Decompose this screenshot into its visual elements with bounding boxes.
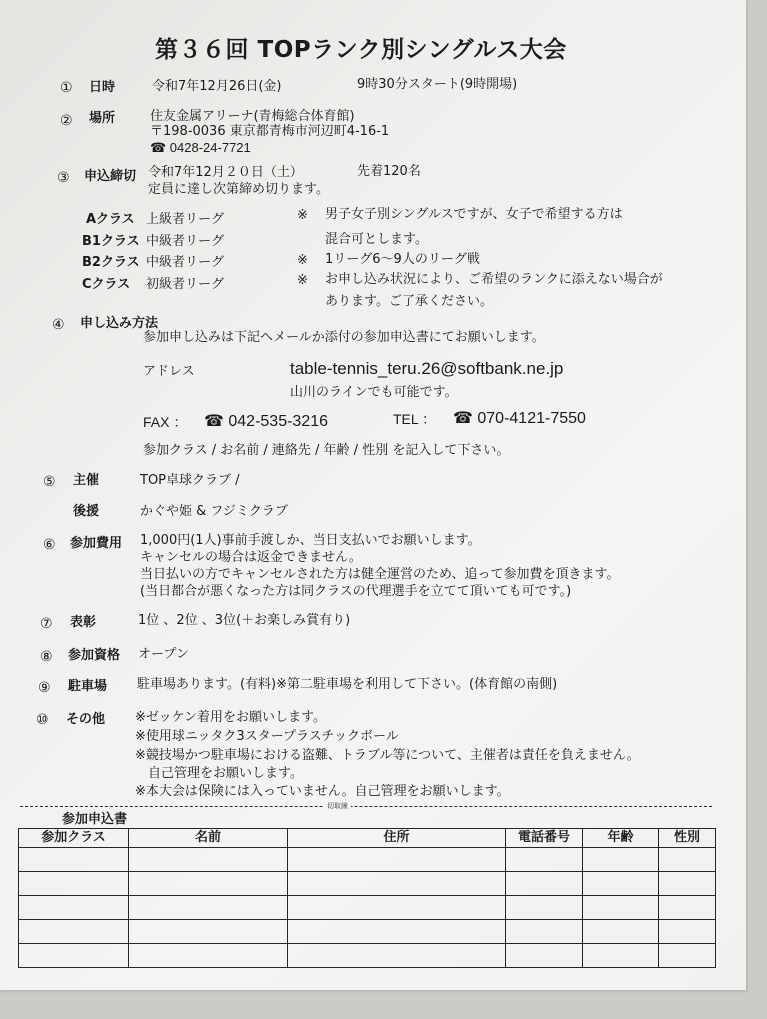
awards-label: 表彰 bbox=[70, 615, 97, 630]
section-number-other: ⑩ bbox=[36, 712, 49, 728]
table-cell bbox=[659, 896, 716, 920]
venue-name: 住友金属アリーナ(青梅総合体育館) bbox=[150, 109, 355, 124]
note-mark: ※ bbox=[297, 273, 308, 288]
section-number-date: ① bbox=[60, 80, 73, 96]
fee-line: キャンセルの場合は返金できません。 bbox=[140, 550, 362, 565]
fax-number: ☎ 042-535-3216 bbox=[204, 413, 329, 430]
fee-line: 1,000円(1人)事前手渡しか、当日支払いでお願いします。 bbox=[140, 533, 481, 548]
table-cell bbox=[288, 944, 506, 968]
table-row bbox=[19, 944, 716, 968]
fee-label: 参加費用 bbox=[70, 536, 123, 551]
date-label: 日時 bbox=[89, 80, 116, 95]
organizer-label: 主催 bbox=[73, 473, 100, 488]
class-note-line: 混合可とします。 bbox=[325, 232, 428, 247]
column-header-address: 住所 bbox=[288, 829, 506, 848]
class-name: Cクラス bbox=[82, 277, 131, 292]
section-number-deadline: ③ bbox=[57, 170, 70, 186]
table-cell bbox=[129, 872, 288, 896]
fax-label: FAX ： bbox=[143, 414, 188, 430]
table-row bbox=[19, 920, 716, 944]
eligibility-label: 参加資格 bbox=[68, 648, 121, 663]
table-cell bbox=[506, 944, 583, 968]
section-number-fee: ⑥ bbox=[43, 537, 56, 553]
fee-line: (当日都合が悪くなった方は同クラスの代理選手を立てて頂いても可です。) bbox=[140, 584, 572, 599]
class-note-line: お申し込み状況により、ご希望のランクに添えない場合が bbox=[325, 272, 663, 287]
parking-label: 駐車場 bbox=[68, 679, 108, 694]
eligibility-value: オープン bbox=[138, 647, 189, 662]
table-cell bbox=[659, 848, 716, 872]
table-row bbox=[19, 848, 716, 872]
class-name: B2クラス bbox=[82, 255, 140, 270]
class-note-line: 1リーグ6～9人のリーグ戦 bbox=[325, 252, 480, 267]
table-cell bbox=[129, 920, 288, 944]
class-name: B1クラス bbox=[82, 234, 140, 249]
section-number-venue: ② bbox=[60, 113, 73, 129]
fee-line: 当日払いの方でキャンセルされた方は健全運営のため、追って参加費を頂きます。 bbox=[140, 567, 620, 582]
table-cell bbox=[19, 920, 129, 944]
table-cell bbox=[583, 872, 659, 896]
table-cell bbox=[19, 896, 129, 920]
venue-address: 〒198-0036 東京都青梅市河辺町4-16-1 bbox=[150, 124, 390, 139]
table-cell bbox=[506, 920, 583, 944]
table-row bbox=[19, 896, 716, 920]
table-cell bbox=[19, 872, 129, 896]
column-header-age: 年齢 bbox=[583, 829, 659, 848]
other-line: ※競技場かつ駐車場における盗難、トラブル等について、主催者は責任を負えません。 bbox=[135, 748, 640, 763]
other-label: その他 bbox=[66, 712, 106, 727]
column-header-phone: 電話番号 bbox=[506, 829, 583, 848]
class-league: 中級者リーグ bbox=[146, 255, 225, 270]
table-cell bbox=[659, 872, 716, 896]
class-league: 上級者リーグ bbox=[146, 212, 225, 227]
date-value: 令和7年12月26日(金) bbox=[152, 79, 282, 94]
line-note: 山川のラインでも可能です。 bbox=[290, 385, 458, 400]
section-number-organizer: ⑤ bbox=[43, 474, 56, 490]
other-line: ※本大会は保険には入っていません。自己管理をお願いします。 bbox=[135, 784, 510, 799]
venue-phone: ☎ 0428-24-7721 bbox=[150, 140, 251, 155]
table-cell bbox=[583, 920, 659, 944]
class-note-line: あります。ご了承ください。 bbox=[325, 294, 493, 309]
tel-number: ☎ 070-4121-7550 bbox=[453, 410, 586, 427]
venue-label: 場所 bbox=[89, 111, 116, 126]
deadline-label: 申込締切 bbox=[84, 169, 137, 184]
application-instructions: 参加クラス / お名前 / 連絡先 / 年齢 / 性別 を記入して下さい。 bbox=[143, 443, 510, 458]
capacity: 先着120名 bbox=[357, 164, 421, 179]
cut-line-label: 切取線 bbox=[324, 802, 351, 811]
table-cell bbox=[506, 848, 583, 872]
application-intro: 参加申し込みは下記へメールか添付の参加申込書にてお願いします。 bbox=[143, 330, 545, 345]
table-cell bbox=[288, 920, 506, 944]
other-line: 自己管理をお願いします。 bbox=[148, 766, 303, 781]
table-cell bbox=[583, 944, 659, 968]
table-cell bbox=[659, 944, 716, 968]
other-line: ※使用球ニッタク3スタープラスチックボール bbox=[135, 729, 399, 744]
column-header-gender: 性別 bbox=[659, 829, 716, 848]
table-cell bbox=[19, 848, 129, 872]
page-title: 第３６回 TOPランク別シングルス大会 bbox=[155, 37, 567, 63]
table-header-row bbox=[19, 829, 716, 848]
class-name: Aクラス bbox=[86, 212, 135, 227]
application-label: 申し込み方法 bbox=[80, 316, 159, 331]
table-cell bbox=[129, 944, 288, 968]
awards-value: 1位 、2位 、3位(＋お楽しみ賞有り) bbox=[138, 613, 351, 628]
sponsor-value: かぐや姫 & フジミクラブ bbox=[140, 504, 288, 519]
start-time: 9時30分スタート(9時開場) bbox=[357, 77, 518, 92]
column-header-name: 名前 bbox=[129, 829, 288, 848]
class-league: 中級者リーグ bbox=[146, 234, 225, 249]
table-cell bbox=[583, 848, 659, 872]
cut-line bbox=[20, 806, 712, 807]
table-cell bbox=[288, 896, 506, 920]
other-line: ※ゼッケン着用をお願いします。 bbox=[135, 710, 326, 725]
deadline-value: 令和7年12月２０日（土） bbox=[148, 165, 303, 180]
class-note-line: 男子女子別シングルスですが、女子で希望する方は bbox=[325, 207, 623, 222]
section-number-parking: ⑨ bbox=[38, 680, 51, 696]
note-mark: ※ bbox=[297, 253, 308, 268]
table-cell bbox=[129, 896, 288, 920]
table-row bbox=[19, 872, 716, 896]
parking-value: 駐車場あります。(有料)※第二駐車場を利用して下さい。(体育館の南側) bbox=[137, 677, 558, 692]
section-number-application: ④ bbox=[52, 317, 65, 333]
sponsor-label: 後援 bbox=[73, 504, 100, 519]
section-number-awards: ⑦ bbox=[40, 616, 53, 632]
column-header-class: 参加クラス bbox=[19, 829, 129, 848]
email-address: table-tennis_teru.26@softbank.ne.jp bbox=[290, 359, 564, 378]
entry-form-table bbox=[18, 828, 716, 968]
table-cell bbox=[288, 848, 506, 872]
table-cell bbox=[506, 896, 583, 920]
table-cell bbox=[583, 896, 659, 920]
table-cell bbox=[506, 872, 583, 896]
tel-label: TEL ： bbox=[393, 411, 437, 427]
deadline-note: 定員に達し次第締め切ります。 bbox=[148, 182, 329, 197]
table-cell bbox=[19, 944, 129, 968]
table-cell bbox=[288, 872, 506, 896]
email-label: アドレス bbox=[143, 364, 195, 379]
note-mark: ※ bbox=[297, 208, 308, 223]
table-cell bbox=[659, 920, 716, 944]
organizer-value: TOP卓球クラブ / bbox=[140, 473, 240, 488]
section-number-eligibility: ⑧ bbox=[40, 649, 53, 665]
table-cell bbox=[129, 848, 288, 872]
form-title: 参加申込書 bbox=[62, 812, 128, 827]
class-league: 初級者リーグ bbox=[146, 277, 225, 292]
